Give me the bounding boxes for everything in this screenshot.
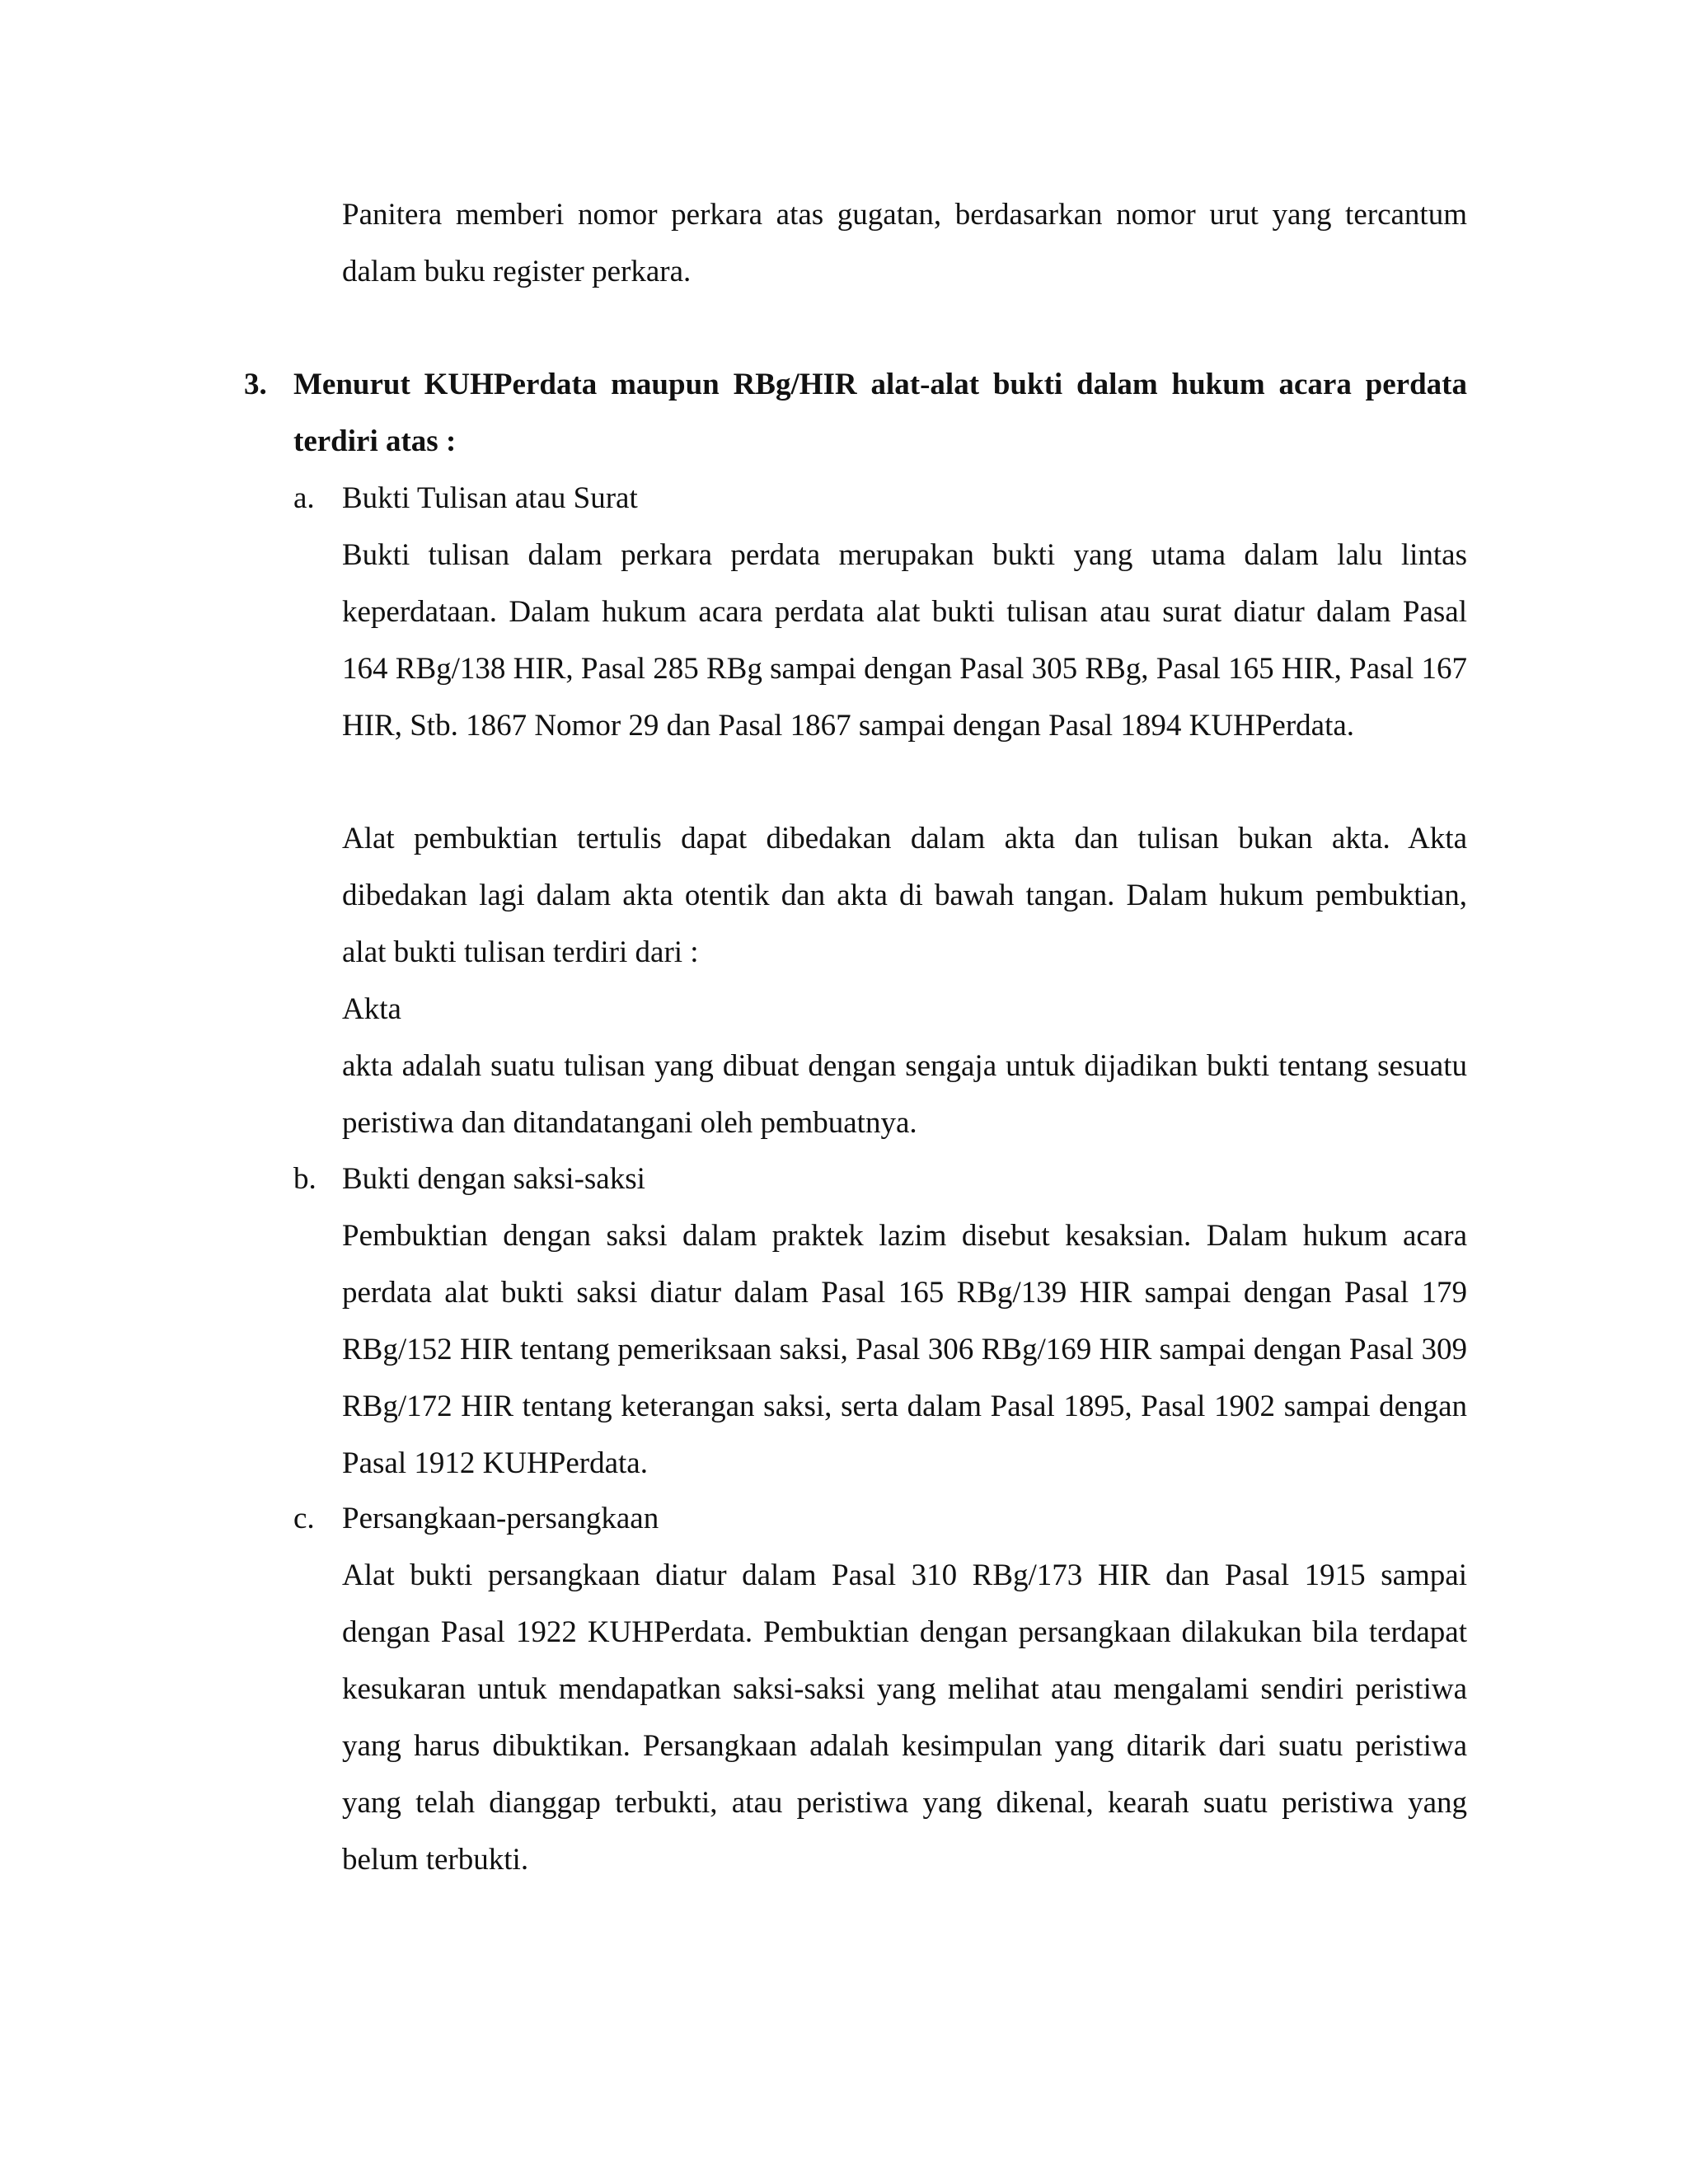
- intro-paragraph: Panitera memberi nomor perkara atas gugatan, berdasarkan nomor urut yang tercantum dalam buku register perkara.: [342, 198, 1467, 288]
- section-number: 3.: [244, 368, 267, 401]
- item-marker-b: b.: [293, 1162, 316, 1196]
- item-a-paragraph-1: Bukti tulisan dalam perkara perdata merupakan bukti yang utama dalam lalu lintas keperdataan. Dalam hukum acara perdata alat bukti tulisan atau surat diatur dalam Pasal 164 RBg/138 HIR, Pasal 285 RBg sampai dengan Pasal 305 RBg, Pasal 165 HIR, Pasal 167 HIR, Stb. 1867 Nomor 29 dan Pasal 1867 sampai dengan Pasal 1894 KUHPerdata.: [342, 538, 1467, 743]
- section-heading: Menurut KUHPerdata maupun RBg/HIR alat-alat bukti dalam hukum acara perdata terdiri atas :: [293, 368, 1467, 458]
- item-title-b: Bukti dengan saksi-saksi: [342, 1162, 645, 1196]
- item-title-a: Bukti Tulisan atau Surat: [342, 481, 638, 515]
- item-a-paragraph-2: Alat pembuktian tertulis dapat dibedakan dalam akta dan tulisan bukan akta. Akta dibedakan lagi dalam akta otentik dan akta di bawah tangan. Dalam hukum pembuktian, alat bukti tulisan terdiri dari :: [342, 822, 1467, 969]
- item-marker-c: c.: [293, 1502, 315, 1535]
- item-b-paragraph-1: Pembuktian dengan saksi dalam praktek lazim disebut kesaksian. Dalam hukum acara perdata alat bukti saksi diatur dalam Pasal 165 RBg/139 HIR sampai dengan Pasal 179 RBg/152 HIR tentang pemeriksaan saksi, Pasal 306 RBg/169 HIR sampai dengan Pasal 309 RBg/172 HIR tentang keterangan saksi, serta dalam Pasal 1895, Pasal 1902 sampai dengan Pasal 1912 KUHPerdata.: [342, 1219, 1467, 1480]
- item-title-c: Persangkaan-persangkaan: [342, 1502, 659, 1535]
- item-a-subheading: Akta: [342, 992, 401, 1026]
- item-a-subparagraph: akta adalah suatu tulisan yang dibuat dengan sengaja untuk dijadikan bukti tentang sesuatu peristiwa dan ditandatangani oleh pembuatnya.: [342, 1049, 1467, 1140]
- item-c-paragraph-1: Alat bukti persangkaan diatur dalam Pasal 310 RBg/173 HIR dan Pasal 1915 sampai dengan Pasal 1922 KUHPerdata. Pembuktian dengan persangkaan dilakukan bila terdapat kesukaran untuk mendapatkan saksi-saksi yang melihat atau mengalami sendiri peristiwa yang harus dibuktikan. Persangkaan adalah kesimpulan yang ditarik dari suatu peristiwa yang telah dianggap terbukti, atau peristiwa yang dikenal, kearah suatu peristiwa yang belum terbukti.: [342, 1558, 1467, 1877]
- item-marker-a: a.: [293, 481, 315, 515]
